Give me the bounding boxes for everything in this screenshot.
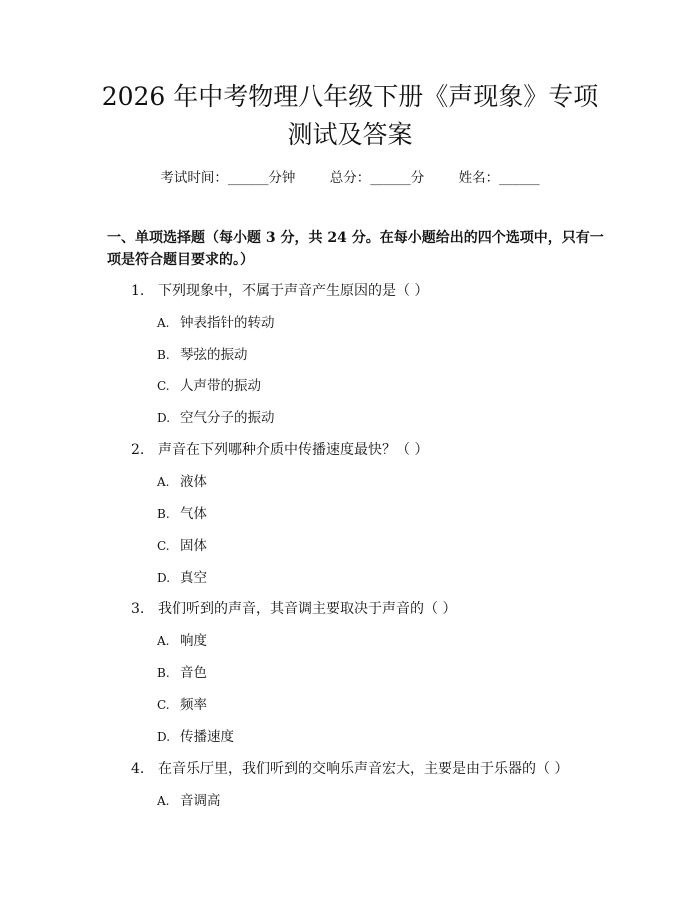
option-2a [157, 473, 207, 491]
option-text: 钟表指针的转动 [180, 315, 275, 331]
option-text: 响度 [180, 633, 207, 649]
option-letter: C. [157, 379, 170, 393]
option-text: 气体 [180, 506, 207, 522]
name-field: 姓名：______ [458, 170, 540, 186]
question-text: 下列现象中，不属于声音产生原因的是（ ） [158, 283, 429, 299]
page-title [60, 78, 640, 154]
option-letter: B. [157, 507, 170, 521]
option-letter: B. [157, 348, 170, 362]
option-letter: A. [157, 794, 170, 808]
question-number: 4. [131, 761, 145, 777]
option-text: 频率 [180, 697, 207, 713]
option-letter: A. [157, 316, 170, 330]
option-letter: A. [157, 634, 170, 648]
option-2d [157, 569, 207, 587]
question-number: 1. [131, 283, 145, 299]
option-text: 音色 [180, 665, 207, 681]
question-text: 声音在下列哪种介质中传播速度最快？（ ） [158, 442, 429, 458]
option-text: 人声带的振动 [180, 378, 261, 394]
option-text: 液体 [180, 474, 207, 490]
option-letter: A. [157, 475, 170, 489]
option-3a [157, 632, 207, 650]
option-text: 真空 [180, 570, 207, 586]
option-letter: C. [157, 698, 170, 712]
question-text: 在音乐厅里，我们听到的交响乐声音宏大，主要是由于乐器的（ ） [158, 761, 569, 777]
title-line-1: 2026 年中考物理八年级下册《声现象》专项 [101, 82, 599, 111]
exam-info [0, 168, 700, 188]
option-2c [157, 537, 207, 555]
option-3b [157, 664, 207, 682]
option-letter: B. [157, 666, 170, 680]
option-text: 传播速度 [180, 729, 234, 745]
question-text: 我们听到的声音，其音调主要取决于声音的（ ） [158, 601, 457, 617]
option-letter: C. [157, 539, 170, 553]
option-text: 琴弦的振动 [180, 347, 248, 363]
section-heading: 一、单项选择题（每小题 3 分，共 24 分。在每小题给出的四个选项中，只有一项是符合题目要求的。） [107, 230, 604, 268]
exam-time-field: 考试时间：______分钟 [160, 170, 296, 186]
question-3 [131, 600, 456, 618]
option-4a [157, 792, 221, 810]
option-2b [157, 505, 207, 523]
question-4 [131, 760, 568, 778]
option-3d [157, 728, 234, 746]
total-score-field: 总分：______分 [329, 170, 425, 186]
option-1a [157, 314, 275, 332]
option-letter: D. [157, 571, 171, 585]
option-3c [157, 696, 207, 714]
question-number: 2. [131, 442, 145, 458]
question-2 [131, 441, 428, 459]
title-line-2: 测试及答案 [287, 120, 413, 149]
option-text: 空气分子的振动 [180, 410, 275, 426]
option-1d [157, 409, 275, 427]
option-letter: D. [157, 730, 171, 744]
option-text: 固体 [180, 538, 207, 554]
option-1c [157, 377, 261, 395]
option-letter: D. [157, 411, 171, 425]
option-text: 音调高 [180, 793, 221, 809]
question-1 [131, 282, 428, 300]
option-1b [157, 346, 248, 364]
question-number: 3. [131, 601, 145, 617]
